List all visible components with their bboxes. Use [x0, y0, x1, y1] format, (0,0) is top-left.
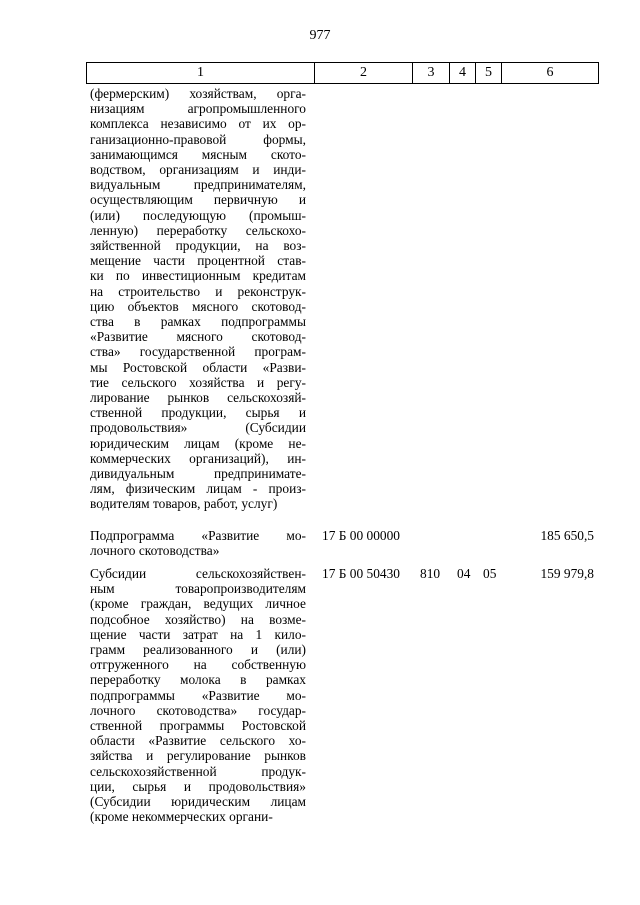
page-number: 977: [309, 28, 331, 43]
description-line: ганизационно-правовой формы,: [90, 131, 306, 147]
description-line: мы Ростовской области «Разви-: [90, 359, 306, 375]
description-line: мещение части процентной став-: [90, 253, 306, 269]
description-line: щение части затрат на 1 кило-: [90, 626, 306, 642]
description-line: ственной программы Ростовской: [90, 718, 306, 734]
description-line: (кроме некоммерческих органи-: [90, 809, 273, 825]
description-line: комплекса независимо от их ор-: [90, 116, 306, 132]
description-line: подсобное хозяйство) на возме-: [90, 611, 306, 627]
description-line: (или) последующую (промыш-: [90, 207, 306, 223]
description-line: коммерческих организаций), ин-: [90, 450, 306, 466]
subsection-cell: 05: [483, 566, 497, 581]
description-line: осуществляющим первичную и: [90, 192, 306, 208]
code-cell: 17 Б 00 50430: [322, 566, 400, 581]
column-header-table: [86, 62, 599, 84]
description-line: лочного скотоводства»: [90, 543, 220, 559]
description-line: подпрограммы «Развитие мо-: [90, 687, 306, 703]
description-line: юридическим лицам (кроме не-: [90, 435, 306, 451]
description-line: занимающимся мясным ското-: [90, 146, 306, 162]
description-line: ки по инвестиционным кредитам: [90, 268, 306, 284]
description-line: грамм реализованного и (или): [90, 642, 306, 658]
column-header-6: 6: [502, 63, 599, 84]
description-line: (Субсидии юридическим лицам: [90, 794, 306, 810]
description-line: водством, организациям и инди-: [90, 162, 306, 178]
description-line: тие сельского хозяйства и регу-: [90, 374, 306, 390]
row-description: [90, 528, 306, 558]
description-line: лочного скотоводства» государ-: [90, 702, 306, 718]
column-header-3: 3: [413, 63, 450, 84]
description-line: ции, сырья и продовольствия»: [90, 778, 306, 794]
description-line: дивидуальным предпринимате-: [90, 466, 306, 482]
section-cell: 04: [457, 566, 471, 581]
description-line: сельскохозяйственной продук-: [90, 763, 306, 779]
description-line: на строительство и реконструк-: [90, 283, 306, 299]
description-line: ства в рамках подпрограммы: [90, 314, 306, 330]
description-line: области «Развитие сельского хо-: [90, 733, 306, 749]
description-line: переработку молока в рамках: [90, 672, 306, 688]
description-line: низациям агропромышленного: [90, 101, 306, 117]
column-header-row: [87, 63, 599, 84]
description-line: ленную) переработку сельскохо-: [90, 222, 306, 238]
vid-cell: 810: [420, 566, 441, 581]
description-line: отгруженного на собственную: [90, 657, 306, 673]
row-description: [90, 86, 306, 512]
column-header-5: 5: [476, 63, 502, 84]
description-line: лирование рынков сельскохозяй-: [90, 390, 306, 406]
description-line: водителям товаров, работ, услуг): [90, 496, 278, 512]
description-line: зяйства и регулирование рынков: [90, 748, 306, 764]
description-line: продовольствия» (Субсидии: [90, 420, 306, 436]
description-line: Субсидии сельскохозяйствен-: [90, 566, 306, 581]
description-line: ства» государственной програм-: [90, 344, 306, 360]
description-line: зяйственной продукции, на воз-: [90, 238, 306, 254]
description-line: (фермерским) хозяйствам, орга-: [90, 86, 306, 101]
description-line: «Развитие мясного скотовод-: [90, 329, 306, 345]
column-header-4: 4: [450, 63, 476, 84]
description-line: ным товаропроизводителям: [90, 581, 306, 597]
column-header-1: 1: [87, 63, 315, 84]
row-description: [90, 566, 306, 824]
description-line: (кроме граждан, ведущих личное: [90, 596, 306, 612]
amount-cell: 185 650,5: [540, 528, 594, 543]
amount-cell: 159 979,8: [540, 566, 594, 581]
description-line: лям, физическим лицам - произ-: [90, 481, 306, 497]
description-line: видуальным предпринимателям,: [90, 177, 306, 193]
description-line: ственной продукции, сырья и: [90, 405, 306, 421]
code-cell: 17 Б 00 00000: [322, 528, 400, 543]
description-line: Подпрограмма «Развитие мо-: [90, 528, 306, 543]
description-line: цию объектов мясного скотовод-: [90, 298, 306, 314]
column-header-2: 2: [315, 63, 413, 84]
